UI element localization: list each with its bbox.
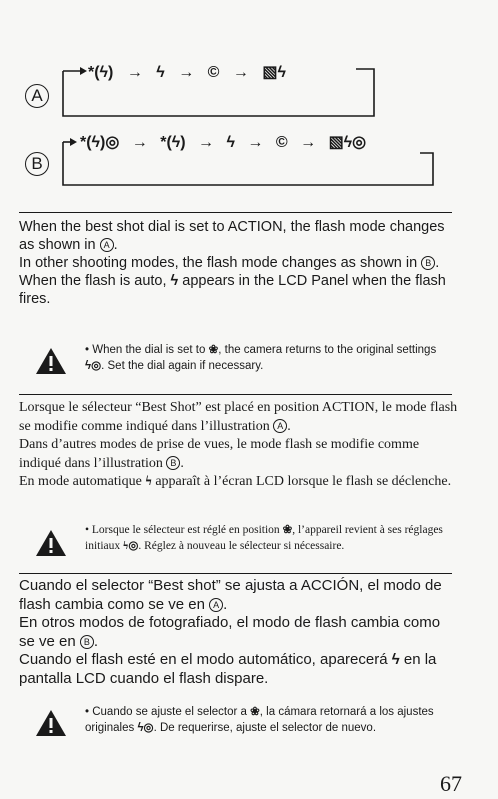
divider-top [19,212,452,213]
ref-b-marker: B [421,256,435,270]
arrow-icon: → [247,134,264,151]
arrow-icon: → [198,134,215,151]
spanish-paragraph-2: En otros modos de fotografiado, el modo de flash cambia como se ve en B . [19,614,441,650]
ref-a-marker: A [209,598,223,612]
arrow-icon: → [131,134,148,151]
divider-french-spanish [19,573,452,574]
flash-icon: ϟ [170,273,179,289]
flash-auto-redeye-icon: *(ϟ) [88,64,114,81]
warning-icon [34,708,68,738]
flash-redeye-icon: ϟ◎ [123,540,139,552]
ref-a-marker: A [273,419,287,433]
flash-auto-icon: *(ϟ) [160,134,186,151]
flash-off-icon: © [275,134,288,151]
diagram-a-loop [0,0,498,120]
flash-on-icon: ϟ [226,134,235,151]
diagram-b-sequence [80,132,366,152]
slow-sync-flash-icon: ▧ϟ [262,64,286,81]
diagram-b-marker: B [25,152,49,176]
divider-english-french [19,394,452,395]
arrow-icon: → [232,64,249,81]
warning-icon [34,528,68,558]
french-paragraph-1: Lorsque le sélecteur “Best Shot” est placé en position ACTION, le mode flash se modifie comme indiqué dans l’illustration A . [19,400,458,434]
best-shot-icon: ❀ [282,524,293,536]
spanish-text [19,577,459,688]
diagram-b [0,120,498,215]
spanish-paragraph-1: Cuando el selector “Best shot” se ajusta a ACCIÓN, el modo de flash cambia como se ve en A . [19,577,442,613]
english-paragraph-3: When the flash is auto, ϟ appears in the LCD Panel when the flash fires. [19,273,446,307]
french-text [19,399,459,492]
diagram-a [0,0,498,120]
arrow-icon: → [178,64,195,81]
arrow-icon: → [300,134,317,151]
flash-icon: ϟ [391,651,400,668]
diagram-a-marker: A [25,84,49,108]
flash-redeye-icon: ϟ◎ [137,722,154,734]
flash-auto-redeye-icon: *(ϟ)◎ [80,134,120,151]
flash-redeye-icon: ϟ◎ [85,360,102,372]
arrow-icon: → [126,64,143,81]
flash-off-icon: © [207,64,220,81]
ref-b-marker: B [80,635,94,649]
english-note: • When the dial is set to ❀, the camera returns to the original settings ϟ◎. Set the dial again if necessary. [85,344,437,372]
best-shot-icon: ❀ [250,706,260,718]
spanish-note: • Cuando se ajuste el selector a ❀, la cámara retornará a los ajustes originales ϟ◎. De requerirse, ajuste el selector de nuevo. [85,706,434,734]
warning-icon [34,346,68,376]
spanish-paragraph-3: Cuando el flash esté en el modo automático, aparecerá ϟ en la pantalla LCD cuando el flash dispare. [19,651,437,687]
diagram-a-sequence [88,62,286,82]
french-paragraph-3: En mode automatique ϟ apparaît à l’écran LCD lorsque le flash se déclenche. [19,474,452,489]
slow-sync-redeye-icon: ▧ϟ◎ [328,134,367,151]
english-text [19,218,459,308]
ref-b-marker: B [166,456,180,470]
english-paragraph-2: In other shooting modes, the flash mode changes as shown in B . [19,255,440,271]
english-paragraph-1: When the best shot dial is set to ACTION, the flash mode changes as shown in A . [19,219,445,253]
french-paragraph-2: Dans d’autres modes de prise de vues, le mode flash se modifie comme indiqué dans l’illustration B . [19,437,420,471]
flash-icon: ϟ [145,474,152,489]
best-shot-icon: ❀ [208,344,219,356]
page-number: 67 [440,771,462,796]
french-note: • Lorsque le sélecteur est réglé en position ❀, l’appareil revient à ses réglages initiaux ϟ◎. Réglez à nouveau le sélecteur si nécessaire. [85,524,443,552]
flash-on-icon: ϟ [156,64,165,81]
ref-a-marker: A [100,238,114,252]
